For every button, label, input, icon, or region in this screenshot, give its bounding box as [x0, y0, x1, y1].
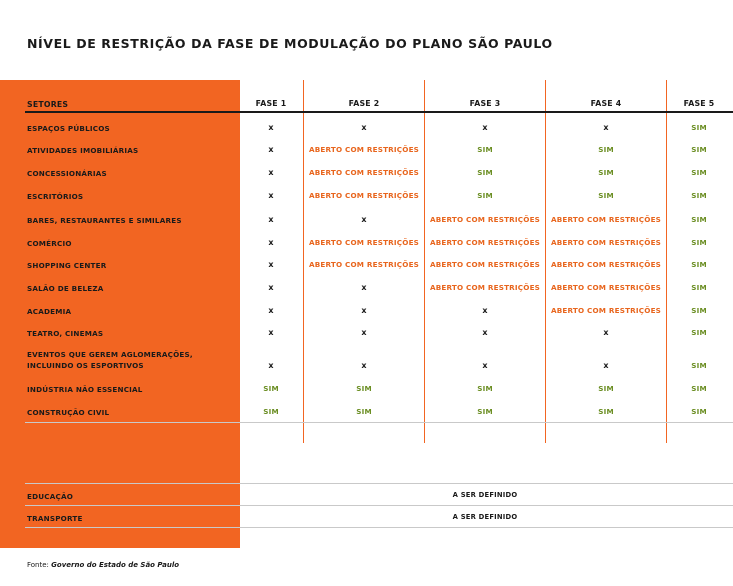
phase-status: SIM [691, 260, 707, 269]
phase-status: SIM [691, 215, 707, 224]
phase-status: ABERTO COM RESTRIÇÕES [429, 260, 541, 269]
source-name: Governo do Estado de São Paulo [51, 561, 180, 569]
phase-status: x [603, 123, 609, 132]
phase-status: ABERTO COM RESTRIÇÕES [550, 215, 662, 224]
sector-label: TRANSPORTE [27, 514, 83, 523]
phase-status: SIM [691, 361, 707, 370]
phase-status: SIM [691, 145, 707, 154]
sectors-header: SETORES [27, 100, 69, 109]
sector-label: ACADEMIA [27, 307, 72, 316]
phase-status: SIM [263, 407, 279, 416]
row-divider [25, 527, 733, 528]
phase-status: x [268, 168, 274, 177]
phase-status: x [268, 328, 274, 337]
header-rule [25, 111, 733, 113]
sector-label: CONSTRUÇÃO CIVIL [27, 408, 110, 417]
phase-header: FASE 5 [683, 99, 715, 108]
phase-status: SIM [598, 168, 614, 177]
phase-status: SIM [477, 191, 493, 200]
phase-status: x [268, 145, 274, 154]
phase-status: SIM [691, 384, 707, 393]
phase-status: SIM [263, 384, 279, 393]
phase-status: ABERTO COM RESTRIÇÕES [308, 238, 420, 247]
sector-label-line: EVENTOS QUE GEREM AGLOMERAÇÕES, [27, 350, 193, 359]
phase-status: x [268, 238, 274, 247]
row-divider [25, 505, 733, 506]
sector-label: INDÚSTRIA NÃO ESSENCIAL [27, 385, 143, 394]
phase-status: x [268, 215, 274, 224]
phase-status: x [482, 123, 488, 132]
source-note [27, 561, 179, 569]
phase-status: x [268, 361, 274, 370]
column-divider [666, 80, 667, 443]
source-prefix: Fonte: [27, 561, 49, 569]
phase-status: SIM [598, 145, 614, 154]
phase-header: FASE 3 [469, 99, 501, 108]
column-divider [545, 80, 546, 443]
phase-status: x [361, 328, 367, 337]
phase-status: SIM [691, 191, 707, 200]
phase-status: x [603, 328, 609, 337]
phase-status: ABERTO COM RESTRIÇÕES [308, 145, 420, 154]
phase-status: x [361, 123, 367, 132]
sector-label: CONCESSIONÁRIAS [27, 169, 107, 178]
phase-status: x [603, 361, 609, 370]
phase-status: SIM [598, 384, 614, 393]
phase-status: SIM [356, 384, 372, 393]
phase-status: x [268, 123, 274, 132]
page-title: NÍVEL DE RESTRIÇÃO DA FASE DE MODULAÇÃO DO PLANO SÃO PAULO [27, 36, 553, 51]
status-tbd: A SER DEFINIDO [452, 513, 518, 521]
phase-status: x [361, 215, 367, 224]
sector-label: BARES, RESTAURANTES E SIMILARES [27, 216, 182, 225]
phase-status: x [268, 191, 274, 200]
phase-status: SIM [691, 328, 707, 337]
row-divider [25, 422, 733, 423]
phase-status: ABERTO COM RESTRIÇÕES [308, 168, 420, 177]
sector-label: EDUCAÇÃO [27, 492, 74, 501]
phase-status: x [268, 306, 274, 315]
phase-status: SIM [691, 306, 707, 315]
phase-status: SIM [477, 407, 493, 416]
phase-status: ABERTO COM RESTRIÇÕES [429, 283, 541, 292]
phase-status: x [361, 361, 367, 370]
phase-status: ABERTO COM RESTRIÇÕES [429, 215, 541, 224]
sector-label: ESPAÇOS PÚBLICOS [27, 124, 110, 133]
phase-status: SIM [477, 384, 493, 393]
status-tbd: A SER DEFINIDO [452, 491, 518, 499]
phase-status: SIM [598, 407, 614, 416]
sector-label [27, 349, 193, 371]
column-divider [424, 80, 425, 443]
phase-status: SIM [477, 168, 493, 177]
sector-label-line: INCLUINDO OS ESPORTIVOS [27, 361, 144, 370]
sector-label: COMÉRCIO [27, 239, 72, 248]
phase-status: SIM [356, 407, 372, 416]
column-divider [303, 80, 304, 443]
phase-status: ABERTO COM RESTRIÇÕES [550, 260, 662, 269]
phase-status: ABERTO COM RESTRIÇÕES [308, 260, 420, 269]
phase-status: SIM [691, 283, 707, 292]
phase-status: SIM [598, 191, 614, 200]
phase-status: ABERTO COM RESTRIÇÕES [308, 191, 420, 200]
phase-status: SIM [691, 238, 707, 247]
phase-status: x [482, 328, 488, 337]
sector-label: ATIVIDADES IMOBILIÁRIAS [27, 146, 139, 155]
sector-label: ESCRITÓRIOS [27, 192, 84, 201]
phase-status: x [268, 283, 274, 292]
phase-status: SIM [691, 123, 707, 132]
phase-status: ABERTO COM RESTRIÇÕES [550, 283, 662, 292]
phase-status: ABERTO COM RESTRIÇÕES [550, 306, 662, 315]
sector-label: SHOPPING CENTER [27, 261, 107, 270]
phase-status: x [482, 361, 488, 370]
sector-label: SALÃO DE BELEZA [27, 284, 104, 293]
phase-status: x [268, 260, 274, 269]
phase-status: x [361, 283, 367, 292]
phase-header: FASE 2 [348, 99, 380, 108]
phase-header: FASE 1 [255, 99, 287, 108]
phase-status: x [361, 306, 367, 315]
phase-status: ABERTO COM RESTRIÇÕES [550, 238, 662, 247]
phase-status: SIM [691, 407, 707, 416]
phase-header: FASE 4 [590, 99, 622, 108]
phase-status: SIM [477, 145, 493, 154]
phase-status: ABERTO COM RESTRIÇÕES [429, 238, 541, 247]
phase-status: SIM [691, 168, 707, 177]
row-divider [25, 483, 733, 484]
sector-label: TEATRO, CINEMAS [27, 329, 104, 338]
phase-status: x [482, 306, 488, 315]
